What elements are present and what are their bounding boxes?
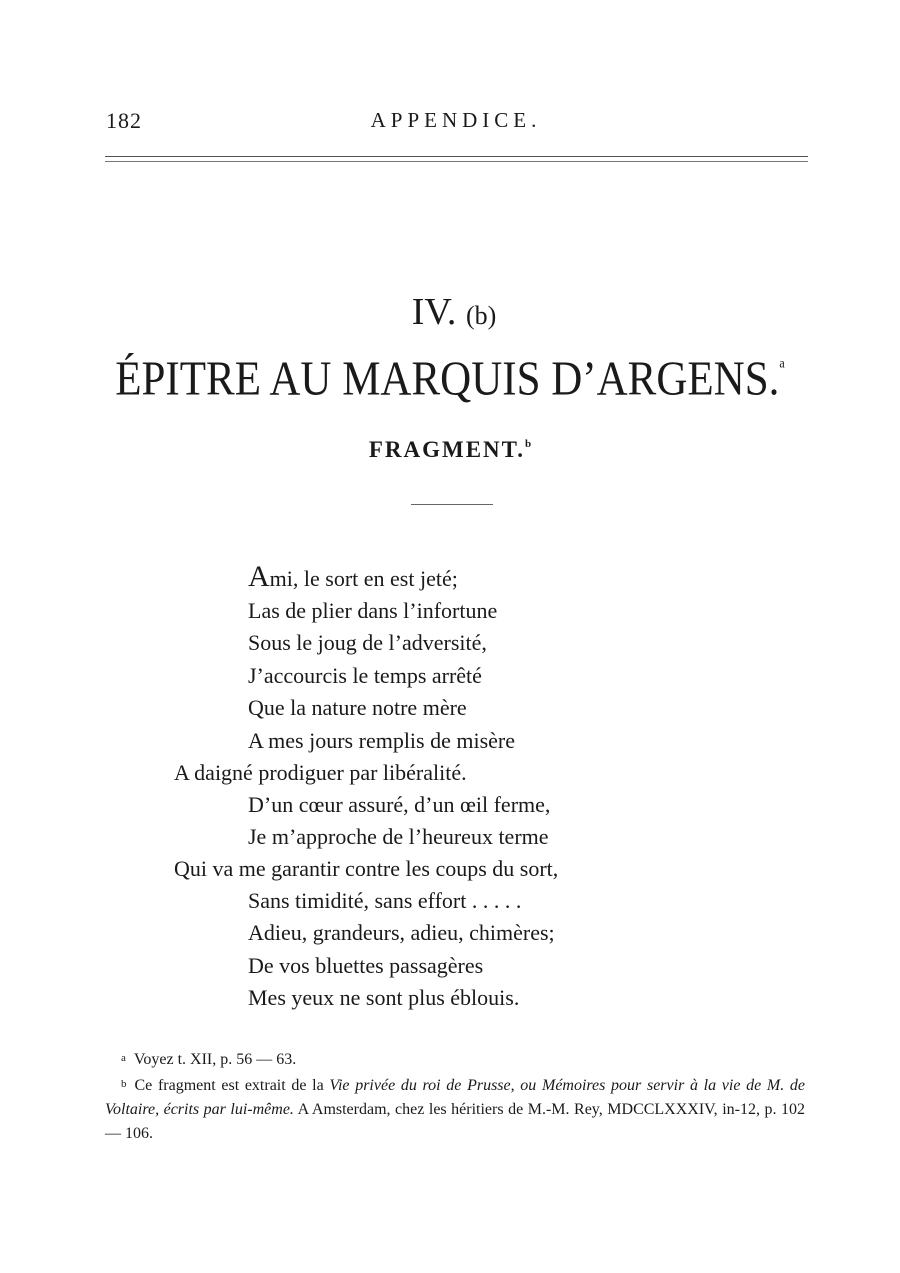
subtitle-text: FRAGMENT. [368,437,526,462]
poem-line: Ami, le sort en est jeté; [248,560,458,593]
footnote-text: Ce fragment est extrait de la [134,1077,330,1094]
footnote-mark: b [121,1078,127,1090]
poem-line: Las de plier dans l’infortune [248,598,498,623]
footnote-italic-title: Vie privée du roi de Prusse, ou Mémoires pour servir à la vie de M. de Voltaire, écrits par lui-même. [105,1077,805,1118]
poem-line: Sans timidité, sans effort . . . . . [248,888,522,913]
footnote-b [105,1072,805,1146]
poem-line: Que la nature notre mère [248,695,467,720]
running-title: APPENDICE. [370,108,542,132]
drop-cap: A [248,560,270,593]
footnote-mark: a [121,1052,126,1064]
poem-line: J’accourcis le temps arrêté [248,663,482,688]
poem-line: A mes jours remplis de misère [248,728,516,753]
footnote-text: A Amsterdam, chez les héritiers de M.-M. Rey, MDCCLXXXIV, in-12, p. 102 — 106. [105,1101,806,1142]
title-footnote-mark: a [779,355,785,372]
subtitle-footnote-mark: b [525,438,532,450]
poem-line: D’un cœur assuré, d’un œil ferme, [248,792,551,817]
poem-line: De vos bluettes passagères [248,953,484,978]
footnote-a [105,1046,805,1072]
poem-line: Je m’approche de l’heureux terme [248,824,549,849]
footnotes [105,1046,805,1146]
poem-line: Mes yeux ne sont plus éblouis. [248,985,520,1010]
poem-line: Qui va me garantir contre les coups du sort, [174,856,559,881]
footnote-text: Voyez t. XII, p. 56 — 63. [133,1051,297,1068]
subtitle [0,437,900,463]
page-title [0,352,900,407]
poem-line: A daigné prodiguer par libéralité. [174,760,467,785]
page-number: 182 [106,108,142,133]
header-rule [105,156,808,162]
poem-line: Adieu, grandeurs, adieu, chimères; [248,920,555,945]
ornament-rule [411,504,493,505]
section-number [0,290,900,334]
poem-line: Sous le joug de l’adversité, [248,630,487,655]
title-text: ÉPITRE AU MARQUIS D’ARGENS. [115,353,780,406]
section-roman: IV. [411,291,457,333]
section-letter: (b) [465,301,497,330]
